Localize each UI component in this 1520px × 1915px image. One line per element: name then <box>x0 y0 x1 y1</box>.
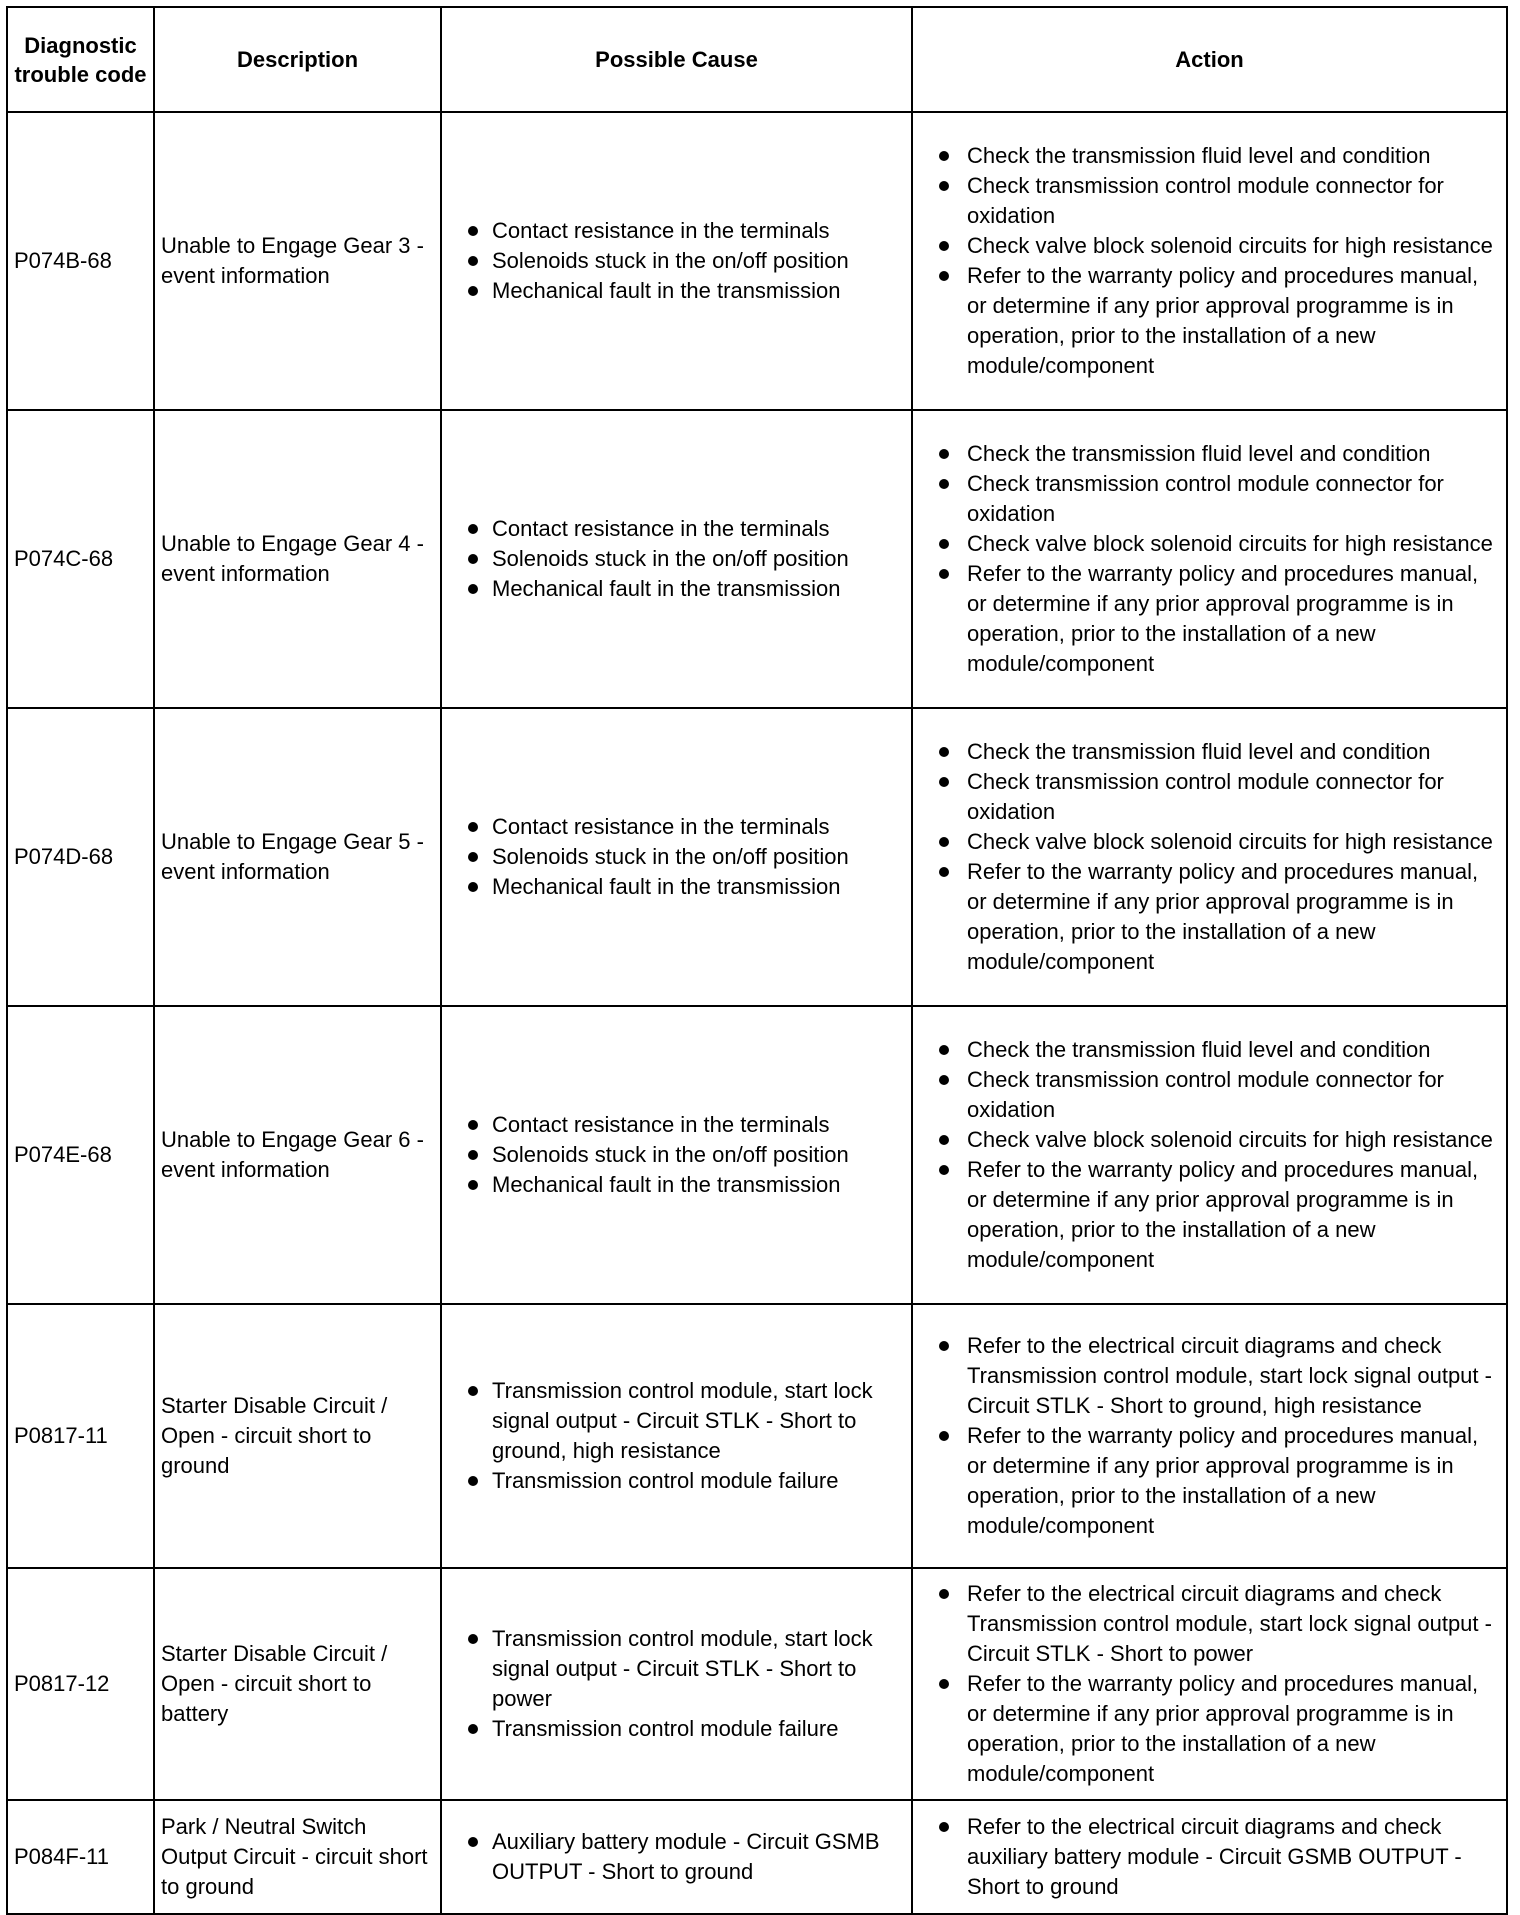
dtc-description: Unable to Engage Gear 5 - event information <box>154 708 441 1006</box>
action-list <box>919 141 1500 381</box>
table-row <box>7 410 1507 708</box>
header-action: Action <box>912 7 1507 112</box>
possible-cause-item: Mechanical fault in the transmission <box>448 872 905 902</box>
action-list <box>919 1331 1500 1541</box>
possible-cause-cell <box>441 112 912 410</box>
dtc-code: P074E-68 <box>7 1006 154 1304</box>
possible-cause-item: Transmission control module failure <box>448 1714 905 1744</box>
action-item: Refer to the warranty policy and procedures manual, or determine if any prior approval programme is in operation, prior to the installation of a new module/component <box>919 1669 1500 1789</box>
action-item: Refer to the warranty policy and procedures manual, or determine if any prior approval programme is in operation, prior to the installation of a new module/component <box>919 1421 1500 1541</box>
action-item: Check transmission control module connector for oxidation <box>919 469 1500 529</box>
header-cause: Possible Cause <box>441 7 912 112</box>
header-row <box>7 7 1507 112</box>
possible-cause-item: Mechanical fault in the transmission <box>448 574 905 604</box>
header-description: Description <box>154 7 441 112</box>
possible-cause-list <box>448 812 905 902</box>
dtc-description: Unable to Engage Gear 3 - event information <box>154 112 441 410</box>
header-code: Diagnostic trouble code <box>7 7 154 112</box>
possible-cause-list <box>448 1376 905 1496</box>
action-item: Check valve block solenoid circuits for high resistance <box>919 1125 1500 1155</box>
table-body <box>7 112 1507 1914</box>
dtc-description: Park / Neutral Switch Output Circuit - circuit short to ground <box>154 1800 441 1914</box>
possible-cause-item: Solenoids stuck in the on/off position <box>448 246 905 276</box>
possible-cause-cell <box>441 708 912 1006</box>
dtc-code: P074B-68 <box>7 112 154 410</box>
dtc-description: Unable to Engage Gear 6 - event information <box>154 1006 441 1304</box>
table-header <box>7 7 1507 112</box>
action-item: Refer to the electrical circuit diagrams and check Transmission control module, start lock signal output - Circuit STLK - Short to power <box>919 1579 1500 1669</box>
action-item: Check the transmission fluid level and condition <box>919 439 1500 469</box>
possible-cause-item: Transmission control module, start lock signal output - Circuit STLK - Short to power <box>448 1624 905 1714</box>
action-item: Check the transmission fluid level and condition <box>919 737 1500 767</box>
dtc-code: P074D-68 <box>7 708 154 1006</box>
possible-cause-list <box>448 514 905 604</box>
possible-cause-item: Contact resistance in the terminals <box>448 216 905 246</box>
action-cell <box>912 1006 1507 1304</box>
possible-cause-list <box>448 1110 905 1200</box>
possible-cause-item: Transmission control module failure <box>448 1466 905 1496</box>
dtc-table <box>6 6 1508 1915</box>
table-row <box>7 1800 1507 1914</box>
action-item: Check the transmission fluid level and condition <box>919 141 1500 171</box>
action-list <box>919 1579 1500 1789</box>
action-item: Check the transmission fluid level and condition <box>919 1035 1500 1065</box>
action-item: Refer to the warranty policy and procedures manual, or determine if any prior approval programme is in operation, prior to the installation of a new module/component <box>919 857 1500 977</box>
action-item: Check valve block solenoid circuits for high resistance <box>919 827 1500 857</box>
action-cell <box>912 1568 1507 1800</box>
possible-cause-cell <box>441 1800 912 1914</box>
possible-cause-item: Solenoids stuck in the on/off position <box>448 1140 905 1170</box>
dtc-description: Starter Disable Circuit / Open - circuit short to battery <box>154 1568 441 1800</box>
possible-cause-item: Auxiliary battery module - Circuit GSMB OUTPUT - Short to ground <box>448 1827 905 1887</box>
possible-cause-item: Solenoids stuck in the on/off position <box>448 544 905 574</box>
dtc-code: P084F-11 <box>7 1800 154 1914</box>
action-cell <box>912 410 1507 708</box>
possible-cause-item: Transmission control module, start lock signal output - Circuit STLK - Short to ground, high resistance <box>448 1376 905 1466</box>
table-row <box>7 112 1507 410</box>
possible-cause-list <box>448 216 905 306</box>
action-cell <box>912 1304 1507 1568</box>
dtc-description: Unable to Engage Gear 4 - event information <box>154 410 441 708</box>
table-row <box>7 1006 1507 1304</box>
possible-cause-cell <box>441 1304 912 1568</box>
action-list <box>919 1812 1500 1902</box>
action-item: Refer to the warranty policy and procedures manual, or determine if any prior approval programme is in operation, prior to the installation of a new module/component <box>919 261 1500 381</box>
action-item: Check valve block solenoid circuits for high resistance <box>919 231 1500 261</box>
action-cell <box>912 112 1507 410</box>
action-item: Check transmission control module connector for oxidation <box>919 1065 1500 1125</box>
table-row <box>7 1568 1507 1800</box>
possible-cause-cell <box>441 1006 912 1304</box>
possible-cause-item: Contact resistance in the terminals <box>448 1110 905 1140</box>
action-item: Refer to the warranty policy and procedures manual, or determine if any prior approval programme is in operation, prior to the installation of a new module/component <box>919 1155 1500 1275</box>
action-item: Refer to the warranty policy and procedures manual, or determine if any prior approval programme is in operation, prior to the installation of a new module/component <box>919 559 1500 679</box>
action-cell <box>912 1800 1507 1914</box>
possible-cause-item: Contact resistance in the terminals <box>448 514 905 544</box>
possible-cause-list <box>448 1827 905 1887</box>
dtc-code: P0817-11 <box>7 1304 154 1568</box>
action-list <box>919 737 1500 977</box>
possible-cause-cell <box>441 1568 912 1800</box>
possible-cause-item: Mechanical fault in the transmission <box>448 276 905 306</box>
possible-cause-list <box>448 1624 905 1744</box>
possible-cause-item: Contact resistance in the terminals <box>448 812 905 842</box>
dtc-description: Starter Disable Circuit / Open - circuit short to ground <box>154 1304 441 1568</box>
action-item: Check transmission control module connector for oxidation <box>919 171 1500 231</box>
action-list <box>919 439 1500 679</box>
action-item: Check valve block solenoid circuits for high resistance <box>919 529 1500 559</box>
action-cell <box>912 708 1507 1006</box>
dtc-code: P074C-68 <box>7 410 154 708</box>
action-list <box>919 1035 1500 1275</box>
possible-cause-item: Solenoids stuck in the on/off position <box>448 842 905 872</box>
possible-cause-item: Mechanical fault in the transmission <box>448 1170 905 1200</box>
action-item: Refer to the electrical circuit diagrams and check Transmission control module, start lock signal output - Circuit STLK - Short to ground, high resistance <box>919 1331 1500 1421</box>
action-item: Check transmission control module connector for oxidation <box>919 767 1500 827</box>
action-item: Refer to the electrical circuit diagrams and check auxiliary battery module - Circuit GSMB OUTPUT - Short to ground <box>919 1812 1500 1902</box>
dtc-code: P0817-12 <box>7 1568 154 1800</box>
table-row <box>7 708 1507 1006</box>
table-row <box>7 1304 1507 1568</box>
possible-cause-cell <box>441 410 912 708</box>
